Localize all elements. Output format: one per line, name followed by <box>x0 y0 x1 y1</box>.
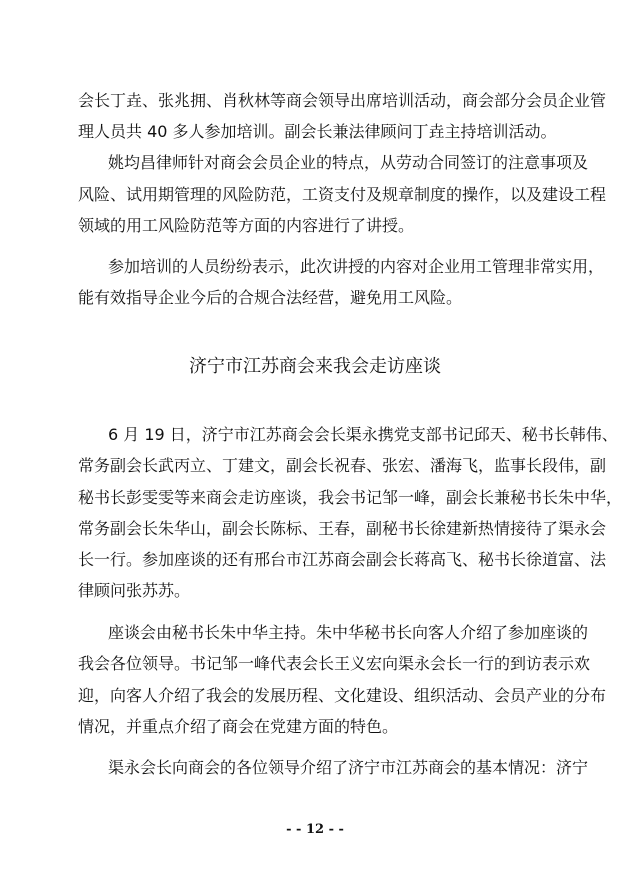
paragraph-line: 参加培训的人员纷纷表示，此次讲授的内容对企业用工管理非常实用， <box>108 257 605 276</box>
paragraph-line: 理人员共 40 多人参加培训。副会长兼法律顾问丁垚主持培训活动。 <box>78 122 557 141</box>
paragraph-line: 我会各位领导。书记邹一峰代表会长王义宏向渠永会长一行的到访表示欢 <box>78 654 591 673</box>
paragraph-line: 长一行。参加座谈的还有邢台市江苏商会副会长蒋高飞、秘书长徐道富、法 <box>78 550 607 569</box>
paragraph-line: 姚均昌律师针对商会会员企业的特点，从劳动合同签订的注意事项及 <box>108 153 589 172</box>
paragraph-line: 6 月 19 日，济宁市江苏商会会长渠永携党支部书记邱天、秘书长韩伟、 <box>108 425 618 444</box>
paragraph-line: 能有效指导企业今后的合规合法经营，避免用工风险。 <box>78 288 463 307</box>
article-title: 济宁市江苏商会来我会走访座谈 <box>189 356 441 377</box>
paragraph-line: 常务副会长武丙立、丁建文，副会长祝春、张宏、潘海飞，监事长段伟，副 <box>78 456 607 475</box>
paragraph-line: 秘书长彭雯雯等来商会走访座谈，我会书记邹一峰，副会长兼秘书长朱中华， <box>78 488 623 507</box>
paragraph-line: 会长丁垚、张兆拥、肖秋林等商会领导出席培训活动，商会部分会员企业管 <box>78 91 607 110</box>
paragraph-line: 情况，并重点介绍了商会在党建方面的特色。 <box>78 717 399 736</box>
paragraph-line: 律顾问张苏苏。 <box>78 581 191 600</box>
paragraph-line: 座谈会由秘书长朱中华主持。朱中华秘书长向客人介绍了参加座谈的 <box>108 623 589 642</box>
page-number: - - 12 - - <box>286 822 344 837</box>
paragraph-line: 渠永会长向商会的各位领导介绍了济宁市江苏商会的基本情况：济宁 <box>108 758 589 777</box>
paragraph-line: 领域的用工风险防范等方面的内容进行了讲授。 <box>78 216 415 235</box>
paragraph-line: 迎，向客人介绍了我会的发展历程、文化建设、组织活动、会员产业的分布 <box>78 686 607 705</box>
paragraph-line: 常务副会长朱华山，副会长陈标、王春，副秘书长徐建新热情接待了渠永会 <box>78 519 607 538</box>
paragraph-line: 风险、试用期管理的风险防范，工资支付及规章制度的操作，以及建设工程 <box>78 185 607 204</box>
